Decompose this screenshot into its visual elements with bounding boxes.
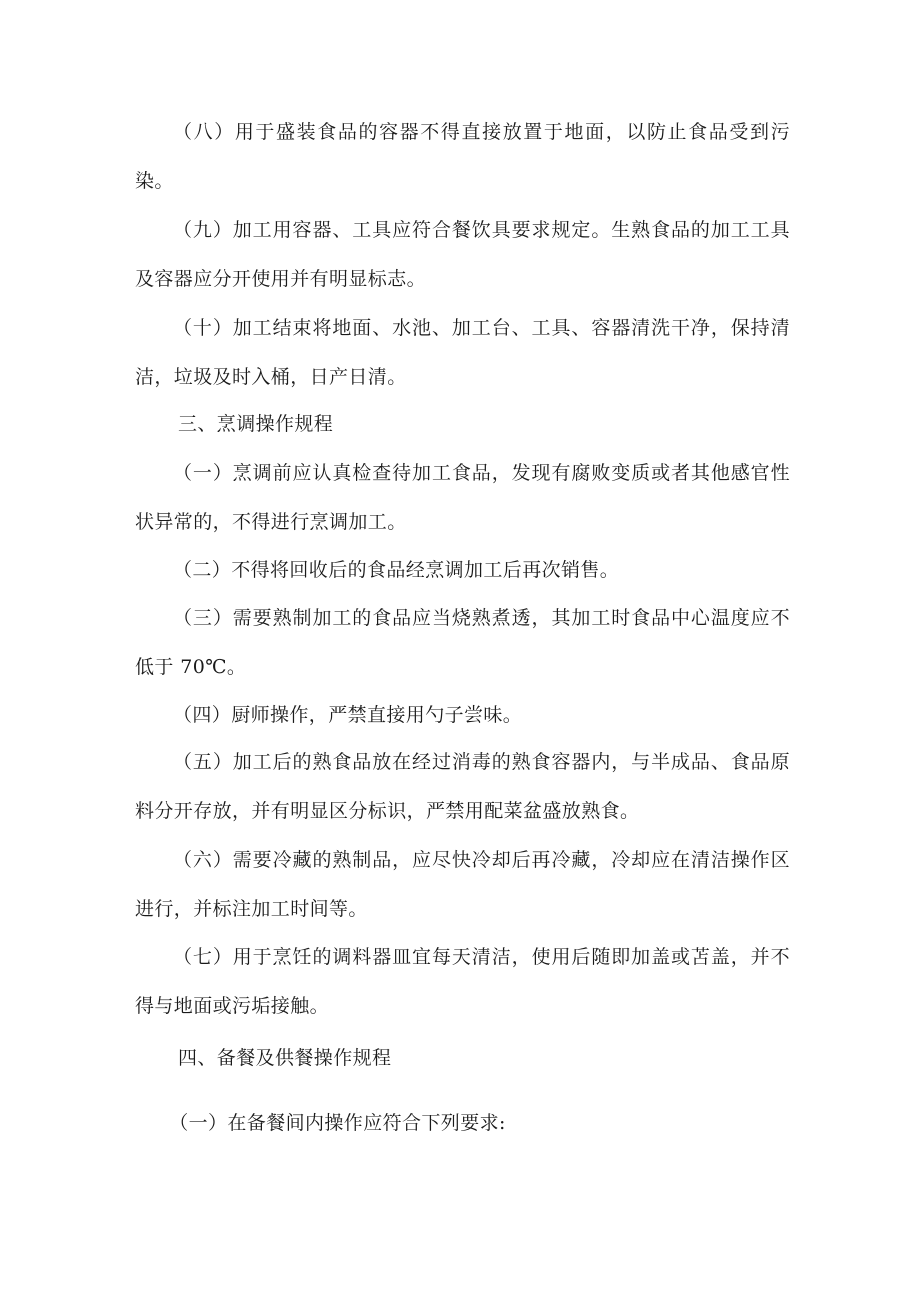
paragraph-9: （九）加工用容器、工具应符合餐饮具要求规定。生熟食品的加工工具及容器应分开使用并有明显标志。 — [135, 219, 790, 290]
paragraph-10: （十）加工结束将地面、水池、加工台、工具、容器清洗干净，保持清洁，垃圾及时入桶，日产日清。 — [135, 317, 790, 388]
section-heading-cooking: 三、烹调操作规程 — [178, 413, 334, 435]
paragraph-8: （八）用于盛装食品的容器不得直接放置于地面，以防止食品受到污染。 — [135, 121, 790, 192]
cooking-rule-3: （三）需要熟制加工的食品应当烧熟煮透，其加工时食品中心温度应不低于 70℃。 — [135, 607, 790, 678]
cooking-rule-6: （六）需要冷藏的熟制品，应尽快冷却后再冷藏，冷却应在清洁操作区进行，并标注加工时间等。 — [135, 849, 790, 920]
cooking-rule-1: （一）烹调前应认真检查待加工食品，发现有腐败变质或者其他感官性状异常的，不得进行烹调加工。 — [135, 462, 790, 533]
serving-rule-1: （一）在备餐间内操作应符合下列要求: — [169, 1112, 506, 1134]
cooking-rule-2: （二）不得将回收后的食品经烹调加工后再次销售。 — [173, 559, 620, 581]
cooking-rule-4: （四）厨师操作，严禁直接用勺子尝味。 — [173, 704, 523, 726]
cooking-rule-7: （七）用于烹饪的调料器皿宜每天清洁，使用后随即加盖或苫盖，并不得与地面或污垢接触。 — [135, 946, 790, 1017]
section-heading-serving: 四、备餐及供餐操作规程 — [178, 1047, 392, 1069]
cooking-rule-5: （五）加工后的熟食品放在经过消毒的熟食容器内，与半成品、食品原料分开存放，并有明显区分标识，严禁用配菜盆盛放熟食。 — [135, 751, 790, 822]
